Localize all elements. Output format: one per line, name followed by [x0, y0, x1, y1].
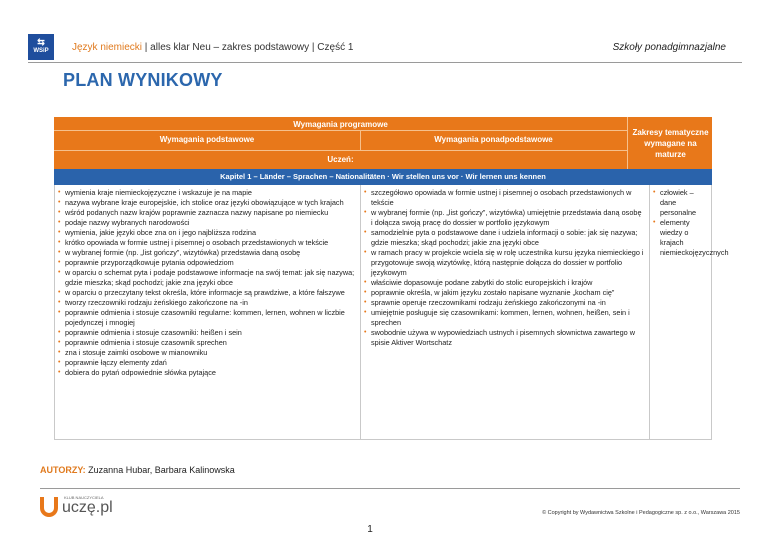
bullet-icon: •	[364, 229, 367, 236]
basic-requirement-item-text: podaje nazwy wybranych narodowości	[65, 218, 190, 227]
header-basic-requirements: Wymagania podstawowe	[159, 135, 255, 144]
header-school-type: Szkoły ponadgimnazjalne	[612, 42, 726, 53]
basic-requirement-item-text: poprawnie przyporządkowuje pytania odpowiedziom	[65, 258, 234, 267]
page-title: PLAN WYNIKOWY	[63, 70, 223, 90]
header-program-requirements: Wymagania programowe	[293, 120, 388, 129]
bullet-icon: •	[58, 349, 61, 356]
basic-requirement-item	[58, 188, 356, 198]
basic-requirement-item-text: wymienia, jakie języki obce zna on i jego najbliższa rodzina	[65, 228, 257, 237]
basic-requirement-item-text: w oparciu o przeczytany tekst określa, które informacje są prawdziwe, a które fałszywe	[65, 288, 345, 297]
bullet-icon: •	[58, 359, 61, 366]
advanced-requirement-item	[364, 208, 645, 228]
bullet-icon: •	[58, 309, 61, 316]
bullet-icon: •	[58, 329, 61, 336]
advanced-requirement-item	[364, 308, 645, 328]
header-subject: Język niemiecki	[72, 42, 143, 53]
brand-tagline: KLUB NAUCZYCIELA	[64, 495, 104, 500]
basic-requirement-item-text: poprawnie odmienia i stosuje czasownik sprechen	[65, 338, 227, 347]
copyright: © Copyright by Wydawnictwa Szkolne i Pedagogiczne sp. z o.o., Warszawa 2015	[542, 510, 740, 516]
authors-names: Zuzanna Hubar, Barbara Kalinowska	[85, 465, 235, 475]
bullet-icon: •	[58, 209, 61, 216]
header-requirements	[54, 117, 627, 169]
advanced-requirement-item-text: w ramach pracy w projekcie wciela się w rolę uczestnika kursu języka niemieckiego i przygotowuje swoją wizytówkę, którą następnie dołącza do dossier w portfolio językowym	[371, 248, 644, 277]
footer-divider	[40, 488, 740, 489]
advanced-requirement-item	[364, 188, 645, 208]
exam-topics-cell	[650, 185, 729, 439]
advanced-requirement-item	[364, 278, 645, 288]
basic-requirement-item-text: wymienia kraje niemieckojęzyczne i wskazuje je na mapie	[65, 188, 252, 197]
header-course-rest: | alles klar Neu – zakres podstawowy | Część 1	[142, 42, 354, 53]
advanced-requirements-list	[364, 188, 645, 348]
header-divider	[54, 130, 627, 131]
basic-requirement-item	[58, 248, 356, 258]
basic-requirement-item	[58, 268, 356, 288]
basic-requirement-item	[58, 328, 356, 338]
basic-requirement-item-text: w oparciu o schemat pyta i podaje podstawowe informacje na swój temat: jak się nazywa; gdzie mieszka; skąd pochodzi; jakie zna języki obce	[65, 268, 355, 287]
advanced-requirement-item	[364, 288, 645, 298]
authors-label: AUTORZY:	[40, 465, 86, 475]
bullet-icon: •	[58, 339, 61, 346]
basic-requirements-list	[58, 188, 356, 378]
header-divider-2	[54, 150, 627, 151]
basic-requirements-cell	[55, 185, 361, 439]
basic-requirement-item-text: w wybranej formie (np. „list gończy”, wizytówka) przedstawia daną osobę	[65, 248, 301, 257]
header-exam-topics: Zakresy tematyczne wymagane na maturze	[627, 117, 713, 169]
basic-requirement-item-text: zna i stosuje zaimki osobowe w mianowniku	[65, 348, 208, 357]
bullet-icon: •	[653, 189, 656, 196]
bullet-icon: •	[653, 219, 656, 226]
bullet-icon: •	[364, 289, 367, 296]
basic-requirement-item-text: poprawnie odmienia i stosuje czasowniki: heißen i sein	[65, 328, 242, 337]
exam-topic-item	[653, 188, 707, 218]
brand-u-icon	[40, 497, 58, 517]
basic-requirement-item-text: nazywa wybrane kraje europejskie, ich stolice oraz języki obowiązujące w tych krajach	[65, 198, 344, 207]
advanced-requirement-item-text: samodzielnie pyta o podstawowe dane i udziela informacji o sobie: jak się nazywa; gdzie mieszka; skąd pochodzi; jakie zna języki obce	[371, 228, 638, 247]
basic-requirement-item-text: tworzy rzeczowniki rodzaju żeńskiego zakończone na -in	[65, 298, 248, 307]
basic-requirement-item-text: wśród podanych nazw krajów poprawnie zaznacza nazwy napisane po niemiecku	[65, 208, 329, 217]
page-header	[28, 36, 742, 63]
basic-requirement-item	[58, 238, 356, 248]
logo-text: WSiP	[33, 48, 49, 54]
brand-logo	[40, 495, 130, 521]
header-student: Uczeń:	[327, 155, 354, 164]
advanced-requirement-item	[364, 328, 645, 348]
bullet-icon: •	[58, 299, 61, 306]
basic-requirement-item	[58, 308, 356, 328]
basic-requirement-item	[58, 298, 356, 308]
basic-requirement-item-text: dobiera do pytań odpowiednie słówka pytające	[65, 368, 216, 377]
basic-requirement-item-text: poprawnie odmienia i stosuje czasowniki regularne: kommen, lernen, wohnen w liczbie pojedynczej i mnogiej	[65, 308, 345, 327]
bullet-icon: •	[364, 249, 367, 256]
exam-topic-item	[653, 218, 729, 258]
logo-arrows-icon: ⇆	[37, 37, 45, 47]
page-number: 1	[367, 524, 373, 535]
bullet-icon: •	[58, 269, 61, 276]
table-body-row	[54, 185, 729, 440]
basic-requirement-item-text: krótko opowiada w formie ustnej i pisemnej o osobach przedstawionych w tekście	[65, 238, 329, 247]
bullet-icon: •	[364, 279, 367, 286]
basic-requirement-item-text: poprawnie łączy elementy zdań	[65, 358, 167, 367]
advanced-requirement-item	[364, 228, 645, 248]
bullet-icon: •	[364, 299, 367, 306]
bullet-icon: •	[58, 259, 61, 266]
bullet-icon: •	[58, 239, 61, 246]
advanced-requirement-item	[364, 248, 645, 278]
header-course	[72, 42, 353, 53]
basic-requirement-item	[58, 368, 356, 378]
advanced-requirement-item-text: szczegółowo opowiada w formie ustnej i pisemnej o osobach przedstawionych w tekście	[371, 188, 632, 207]
bullet-icon: •	[58, 219, 61, 226]
basic-requirement-item	[58, 288, 356, 298]
advanced-requirement-item-text: swobodnie używa w wypowiedziach ustnych i pisemnych słownictwa zawartego w spisie Aktiver Wortschatz	[371, 328, 636, 347]
bullet-icon: •	[58, 369, 61, 376]
basic-requirement-item	[58, 258, 356, 268]
brand-name: uczę.pl	[62, 499, 113, 516]
basic-requirement-item	[58, 348, 356, 358]
advanced-requirements-cell	[361, 185, 650, 439]
bullet-icon: •	[364, 329, 367, 336]
exam-topic-item-text: człowiek – dane personalne	[660, 188, 697, 217]
basic-requirement-item	[58, 228, 356, 238]
basic-requirement-item	[58, 218, 356, 228]
basic-requirement-item	[58, 358, 356, 368]
chapter-row: Kapitel 1 – Länder – Sprachen – Nationalitäten · Wir stellen uns vor · Wir lernen uns kennen	[54, 169, 712, 185]
bullet-icon: •	[58, 189, 61, 196]
advanced-requirement-item-text: sprawnie operuje rzeczownikami rodzaju żeńskiego zakończonymi na -in	[371, 298, 606, 307]
bullet-icon: •	[364, 189, 367, 196]
advanced-requirement-item	[364, 298, 645, 308]
bullet-icon: •	[364, 309, 367, 316]
exam-topics-list	[653, 188, 729, 258]
bullet-icon: •	[58, 229, 61, 236]
bullet-icon: •	[58, 289, 61, 296]
exam-topic-item-text: elementy wiedzy o krajach niemieckojęzycznych	[660, 218, 729, 257]
authors-line	[40, 465, 235, 475]
bullet-icon: •	[58, 249, 61, 256]
basic-requirement-item	[58, 208, 356, 218]
bullet-icon: •	[364, 209, 367, 216]
table-header	[54, 117, 712, 169]
advanced-requirement-item-text: właściwie dopasowuje podane zabytki do stolic europejskich i krajów	[371, 278, 593, 287]
bullet-icon: •	[58, 199, 61, 206]
requirements-table	[54, 117, 729, 440]
advanced-requirement-item-text: poprawnie określa, w jakim języku zostało napisane wyznanie „kocham cię”	[371, 288, 615, 297]
advanced-requirement-item-text: w wybranej formie (np. „list gończy”, wizytówka) umiejętnie przedstawia daną osobę i dołącza swoją pracę do dossier w portfolio językowym	[371, 208, 642, 227]
advanced-requirement-item-text: umiejętnie posługuje się czasownikami: kommen, lernen, wohnen, heißen, sein i sprechen	[371, 308, 630, 327]
publisher-logo	[28, 34, 54, 60]
basic-requirement-item	[58, 198, 356, 208]
basic-requirement-item	[58, 338, 356, 348]
header-advanced-requirements: Wymagania ponadpodstawowe	[434, 135, 553, 144]
